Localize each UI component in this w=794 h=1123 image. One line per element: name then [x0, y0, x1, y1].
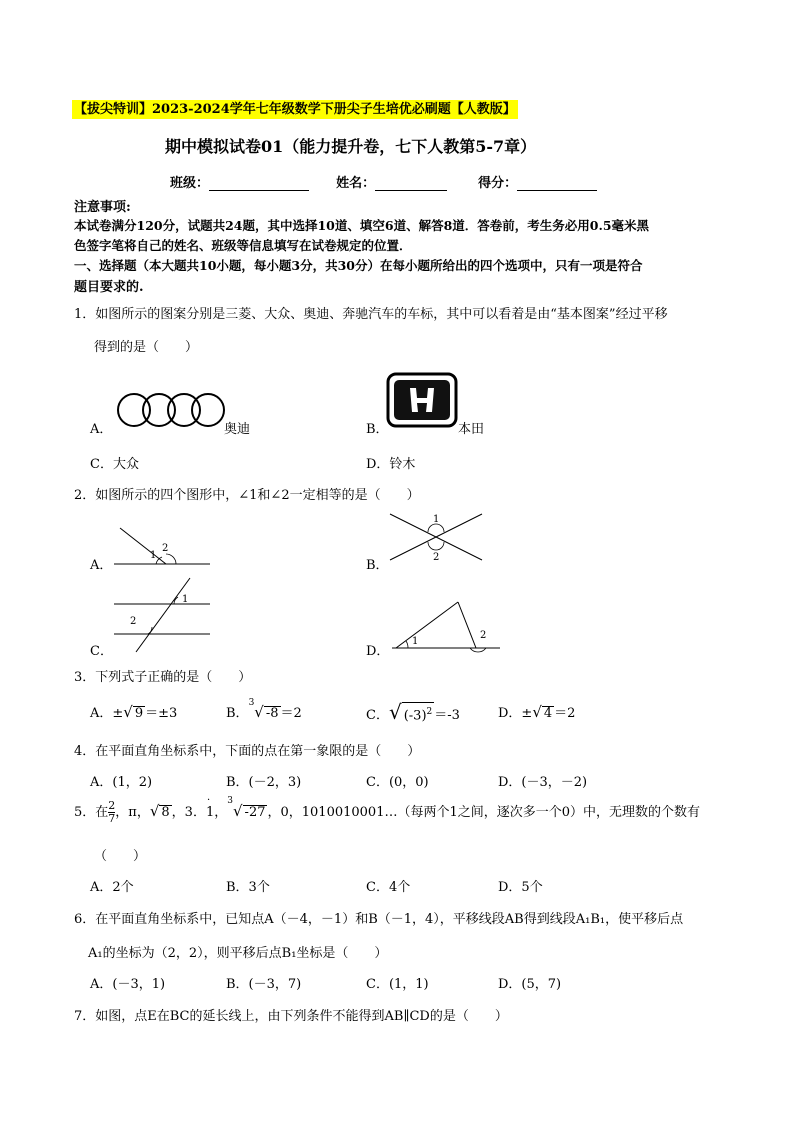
angle-1-label: 1 [412, 636, 419, 647]
q1-stem-1: 1．如图所示的图案分别是三菱、大众、奥迪、奔驰汽车的车标，其中可以看着是由“基本图案”经过平移 [74, 307, 668, 322]
q3-option-b[interactable]: B．$^3$√ -8 ＝2 [226, 698, 302, 721]
angle-2-label: 2 [480, 630, 487, 641]
exam-title: 期中模拟试卷01（能力提升卷，七下人教第5-7章） [165, 137, 537, 156]
q1-b-text: 本田 [458, 422, 485, 437]
q7-stem: 7．如图，点E在BC的延长线上，由下列条件不能得到AB∥CD的是（ ） [74, 1009, 508, 1024]
q5-option-b[interactable]: B．3个 [226, 880, 270, 895]
section-heading-2: 题目要求的. [74, 280, 144, 295]
q3-stem: 3．下列式子正确的是（ ） [74, 670, 252, 685]
class-label: 班级： [170, 176, 210, 191]
q2-stem: 2．如图所示的四个图形中，∠1和∠2一定相等的是（ ） [74, 488, 420, 503]
section-heading-1: 一、选择题（本大题共10小题，每小题3分，共30分）在每小题所给出的四个选项中，只有一项是符合 [74, 258, 643, 273]
q4-option-b[interactable]: B．(－2，3) [226, 775, 302, 790]
angle-1-label: 1 [433, 514, 440, 525]
q2-figure-b [388, 510, 488, 564]
name-label: 姓名： [336, 176, 376, 191]
q4-option-d[interactable]: D．(－3，－2) [498, 775, 588, 790]
q5-option-d[interactable]: D．5个 [498, 880, 543, 895]
q1-option-a[interactable]: A． [90, 422, 113, 437]
info-row [170, 172, 597, 191]
score-blank[interactable] [517, 190, 597, 191]
q6-option-d[interactable]: D．(5，7) [498, 977, 562, 992]
notice-line-2: 色签字笔将自己的姓名、班级等信息填写在试卷规定的位置． [74, 238, 412, 253]
q1-option-c[interactable]: C．大众 [90, 457, 139, 472]
q5-paren: （ ） [94, 849, 147, 864]
q2-figure-d [390, 598, 504, 652]
notice-heading: 注意事项: [74, 200, 131, 215]
q2-option-a[interactable]: A． [90, 558, 113, 573]
angle-1-label: 1 [182, 594, 189, 605]
q6-stem-1: 6．在平面直角坐标系中，已知点A（－4，－1）和B（－1，4），平移线段AB得到线段A₁B₁，使平移后点 [74, 912, 684, 927]
angle-1-label: 1 [150, 550, 157, 561]
angle-2-label: 2 [130, 616, 137, 627]
q2-option-d[interactable]: D． [366, 644, 390, 659]
honda-logo-icon [386, 372, 458, 428]
q6-option-b[interactable]: B．(－3，7) [226, 977, 302, 992]
q2-option-c[interactable]: C． [90, 644, 113, 659]
name-blank[interactable] [375, 190, 447, 191]
title-banner: 【拔尖特训】2023-2024学年七年级数学下册尖子生培优必刷题【人教版】 [74, 102, 516, 117]
angle-2-label: 2 [433, 552, 440, 563]
q4-stem: 4．在平面直角坐标系中，下面的点在第一象限的是（ ） [74, 744, 421, 759]
q5-option-c[interactable]: C．4个 [366, 880, 411, 895]
q2-option-b[interactable]: B． [366, 558, 389, 573]
q6-option-c[interactable]: C．(1，1) [366, 977, 429, 992]
audi-logo-icon [116, 392, 226, 428]
q4-option-c[interactable]: C．(0，0) [366, 775, 429, 790]
q1-stem-2: 得到的是（ ） [94, 340, 199, 355]
q3-option-c[interactable]: C．√ $(-3)^2 =-3$ [366, 700, 460, 724]
angle-2-label: 2 [162, 543, 169, 554]
q1-option-d[interactable]: D．铃木 [366, 457, 416, 472]
q2-figure-a [110, 520, 220, 570]
class-blank[interactable] [209, 190, 309, 191]
q6-option-a[interactable]: A．(－3，1) [90, 977, 166, 992]
score-label: 得分： [478, 176, 518, 191]
q3-option-a[interactable]: A．±√ 9 ＝±3 [90, 703, 178, 721]
q1-a-text: 奥迪 [224, 422, 251, 437]
q6-stem-2: A₁的坐标为（2，2），则平移后点B₁坐标是（ ） [88, 946, 388, 961]
q1-option-b[interactable]: B． [366, 422, 389, 437]
fraction: $\frac{2}{7}$ [108, 799, 116, 825]
q5-option-a[interactable]: A．2个 [90, 880, 134, 895]
q2-figure-c [112, 574, 214, 654]
q5-stem: 5．在 $\frac{2}{7}$ ，π，√ 8 ，3． · 1，$^3$√ -27 ，0，1010010001…（每两个1之间，逐次多一个0）中，无理数的个数有 [74, 795, 701, 825]
notice-line-1: 本试卷满分120分，试题共24题，其中选择10道、填空6道、解答8道．答卷前，考生务必用0.5毫米黑 [74, 218, 650, 233]
repeating-digit: · 1 [205, 795, 215, 820]
q4-option-a[interactable]: A．(1，2) [90, 775, 153, 790]
q3-option-d[interactable]: D．±√ 4 ＝2 [498, 703, 576, 721]
